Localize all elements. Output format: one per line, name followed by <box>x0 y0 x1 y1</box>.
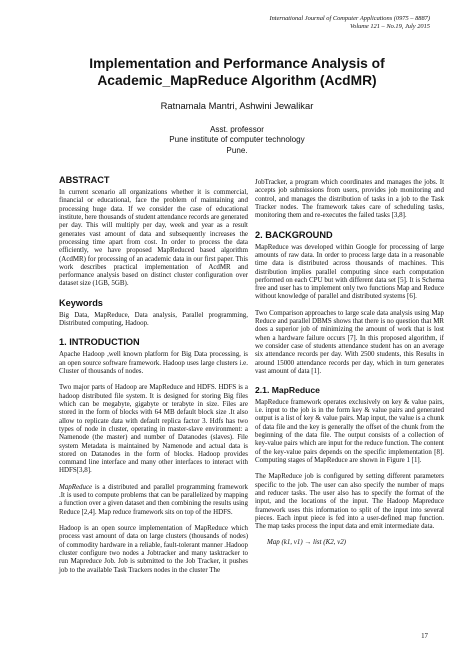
keywords-heading: Keywords <box>59 297 103 308</box>
page-number: 17 <box>421 633 428 640</box>
background-heading: 2. BACKGROUND <box>255 229 333 240</box>
affiliation-city: Pune. <box>226 145 248 155</box>
mapreduce-term: MapReduce <box>59 482 93 491</box>
paper-title <box>40 55 434 89</box>
abstract-text: In current scenario all organizations whether it is commercial, financial or educational, face the problem of maintaining and processing huge data. If we consider the case of educational institute, here thousands of student attendance records are generated per day. This will multiply per day, week and year as a result generates vast amount of data and subsequently increases the processing time apart from cost. In order to process the data efficiently, we have proposed MapReduced based algorithm (AcdMR) for processing of an academic data in our first paper. This work describes practical implementation of AcdMR and performance analysis based on distinct cluster configuration over dataset size (1GB, 5GB). <box>59 188 248 288</box>
abstract-heading: ABSTRACT <box>59 175 110 185</box>
journal-volume: Volume 121 – No.19, July 2015 <box>349 23 430 31</box>
introduction-paragraph-3-text: is a distributed and parallel programming framework .It is used to compute problems that can be parallelized by mapping a function over a given dataset and then combining the results using Reduce [2,4]. Map reduce framework sits on top of the HDFS. <box>59 482 248 516</box>
keywords-section <box>59 298 248 328</box>
map-formula: Map (k1, v1) → list (K2, v2) <box>267 538 346 547</box>
title-line-2: Academic_MapReduce Algorithm (AcdMR) <box>97 73 377 88</box>
left-column <box>59 175 248 574</box>
introduction-paragraph-1: Apache Hadoop ,well known platform for Big Data processing, is an open source software framework. Hadoop uses large clusters i.e. Cluster of thousands of nodes. <box>59 350 248 375</box>
introduction-paragraph-3 <box>59 483 248 516</box>
background-section <box>255 230 444 376</box>
introduction-paragraph-4: Hadoop is an open source implementation of MapReduce which process vast amount of data on large clusters (thousands of nodes) of commodity hardware in a reliable, fault-tolerant manner .Hadoop cluster configure two nodes a Jobtracker and many tasktracker to run Mapreduce Job. Job is submitted to the Job Tracker, it pushes job to the available Task Trackers nodes in the cluster The <box>59 524 248 574</box>
mapreduce-section <box>255 385 444 547</box>
affiliation-position: Asst. professor <box>210 125 264 134</box>
mapreduce-paragraph-1: MapReduce framework operates exclusively on key & value pairs, i.e. input to the job is in the form key & value pairs and generated output is a list of key & value pairs. Map input, the value is a chunk of data file and the key is generally the offset of the chunk from the beginning of the data file. The output consists of a collection of key-value pairs which are input for the reduce function. The content of the key-value pairs depends on the specific implementation [8]. Computing stages of MapReduce are shown in Figure 1 [1]. <box>255 397 444 464</box>
jobtracker-paragraph: JobTracker, a program which coordinates and manages the jobs. It accepts job submissions from users, provides job monitoring and control, and manages the distribution of tasks in a job to the Task Tracker nodes. The framework takes care of scheduling tasks, monitoring them and re-executes the failed tasks [3,8]. <box>255 178 444 220</box>
introduction-paragraph-2: Two major parts of Hadoop are MapReduce and HDFS. HDFS is a hadoop distributed file system. It is designed for storing Big files which can be megabyte, gigabyte or terabyte in size. Files are stored in the form of blocks with 64 MB default block size .It also allow to replicate data with default replica factor 3. Hdfs has two types of node in cluster, operating in master-slave environment: a Namenode (the master) and number of Datanodes (slaves). File system Metadata is maintained by Namenode and actual data is stored on Datanodes in the form of blocks. Hadoop provides command line interface and many other interfaces to interact with HDFS[3,8]. <box>59 383 248 475</box>
journal-name: International Journal of Computer Applications (0975 – 8887) <box>269 15 430 22</box>
background-paragraph-2: Two Comparison approaches to large scale data analysis using Map Reduce and parallel DBMS shows that there is no question that MR does a superior job of minimizing the amount of work that is lost when a hardware failure occurs [7]. In this proposed algorithm, if we consider case of students attendance student has on an average six attendance records per day. With 2500 students, this Results in around 15000 attendance records per day, which in turn generates vast amount of data [1]. <box>255 308 444 375</box>
mapreduce-paragraph-2: The MapReduce job is configured by setting different parameters specific to the job. The user can also specify the number of maps and reducer tasks. The user also has to specify the format of the input, and the locations of the input. The Hadoop Mapreduce framework uses this information to split of the input into several pieces. Each input piece is fed into a user-defined map function. The map tasks process the input data and emit intermediate data. <box>255 472 444 531</box>
paper-authors: Ratnamala Mantri, Ashwini Jewalikar <box>160 100 314 111</box>
affiliation-institute: Pune institute of computer technology <box>169 135 305 145</box>
introduction-heading: 1. INTRODUCTION <box>59 337 140 348</box>
title-line-1: Implementation and Performance Analysis of <box>89 56 385 71</box>
keywords-text: Big Data, MapReduce, Data analysis, Parallel programming, Distributed computing, Hadoop. <box>59 310 248 328</box>
journal-header <box>269 15 430 32</box>
mapreduce-heading: 2.1. MapReduce <box>255 385 320 396</box>
author-affiliation <box>40 125 434 156</box>
introduction-section <box>59 337 248 574</box>
background-paragraph-1: MapReduce was developed within Google for processing of large amounts of raw data. In order to process large data in a reasonable time data is distributed across thousands of machines. This distribution implies parallel computing since each computation performed on each CPU but with different data set [5]. It is Schema free and user has to implement only two functions Map and Reduce without knowledge of parallel and distributed systems [6]. <box>255 242 444 301</box>
right-column <box>255 178 444 547</box>
